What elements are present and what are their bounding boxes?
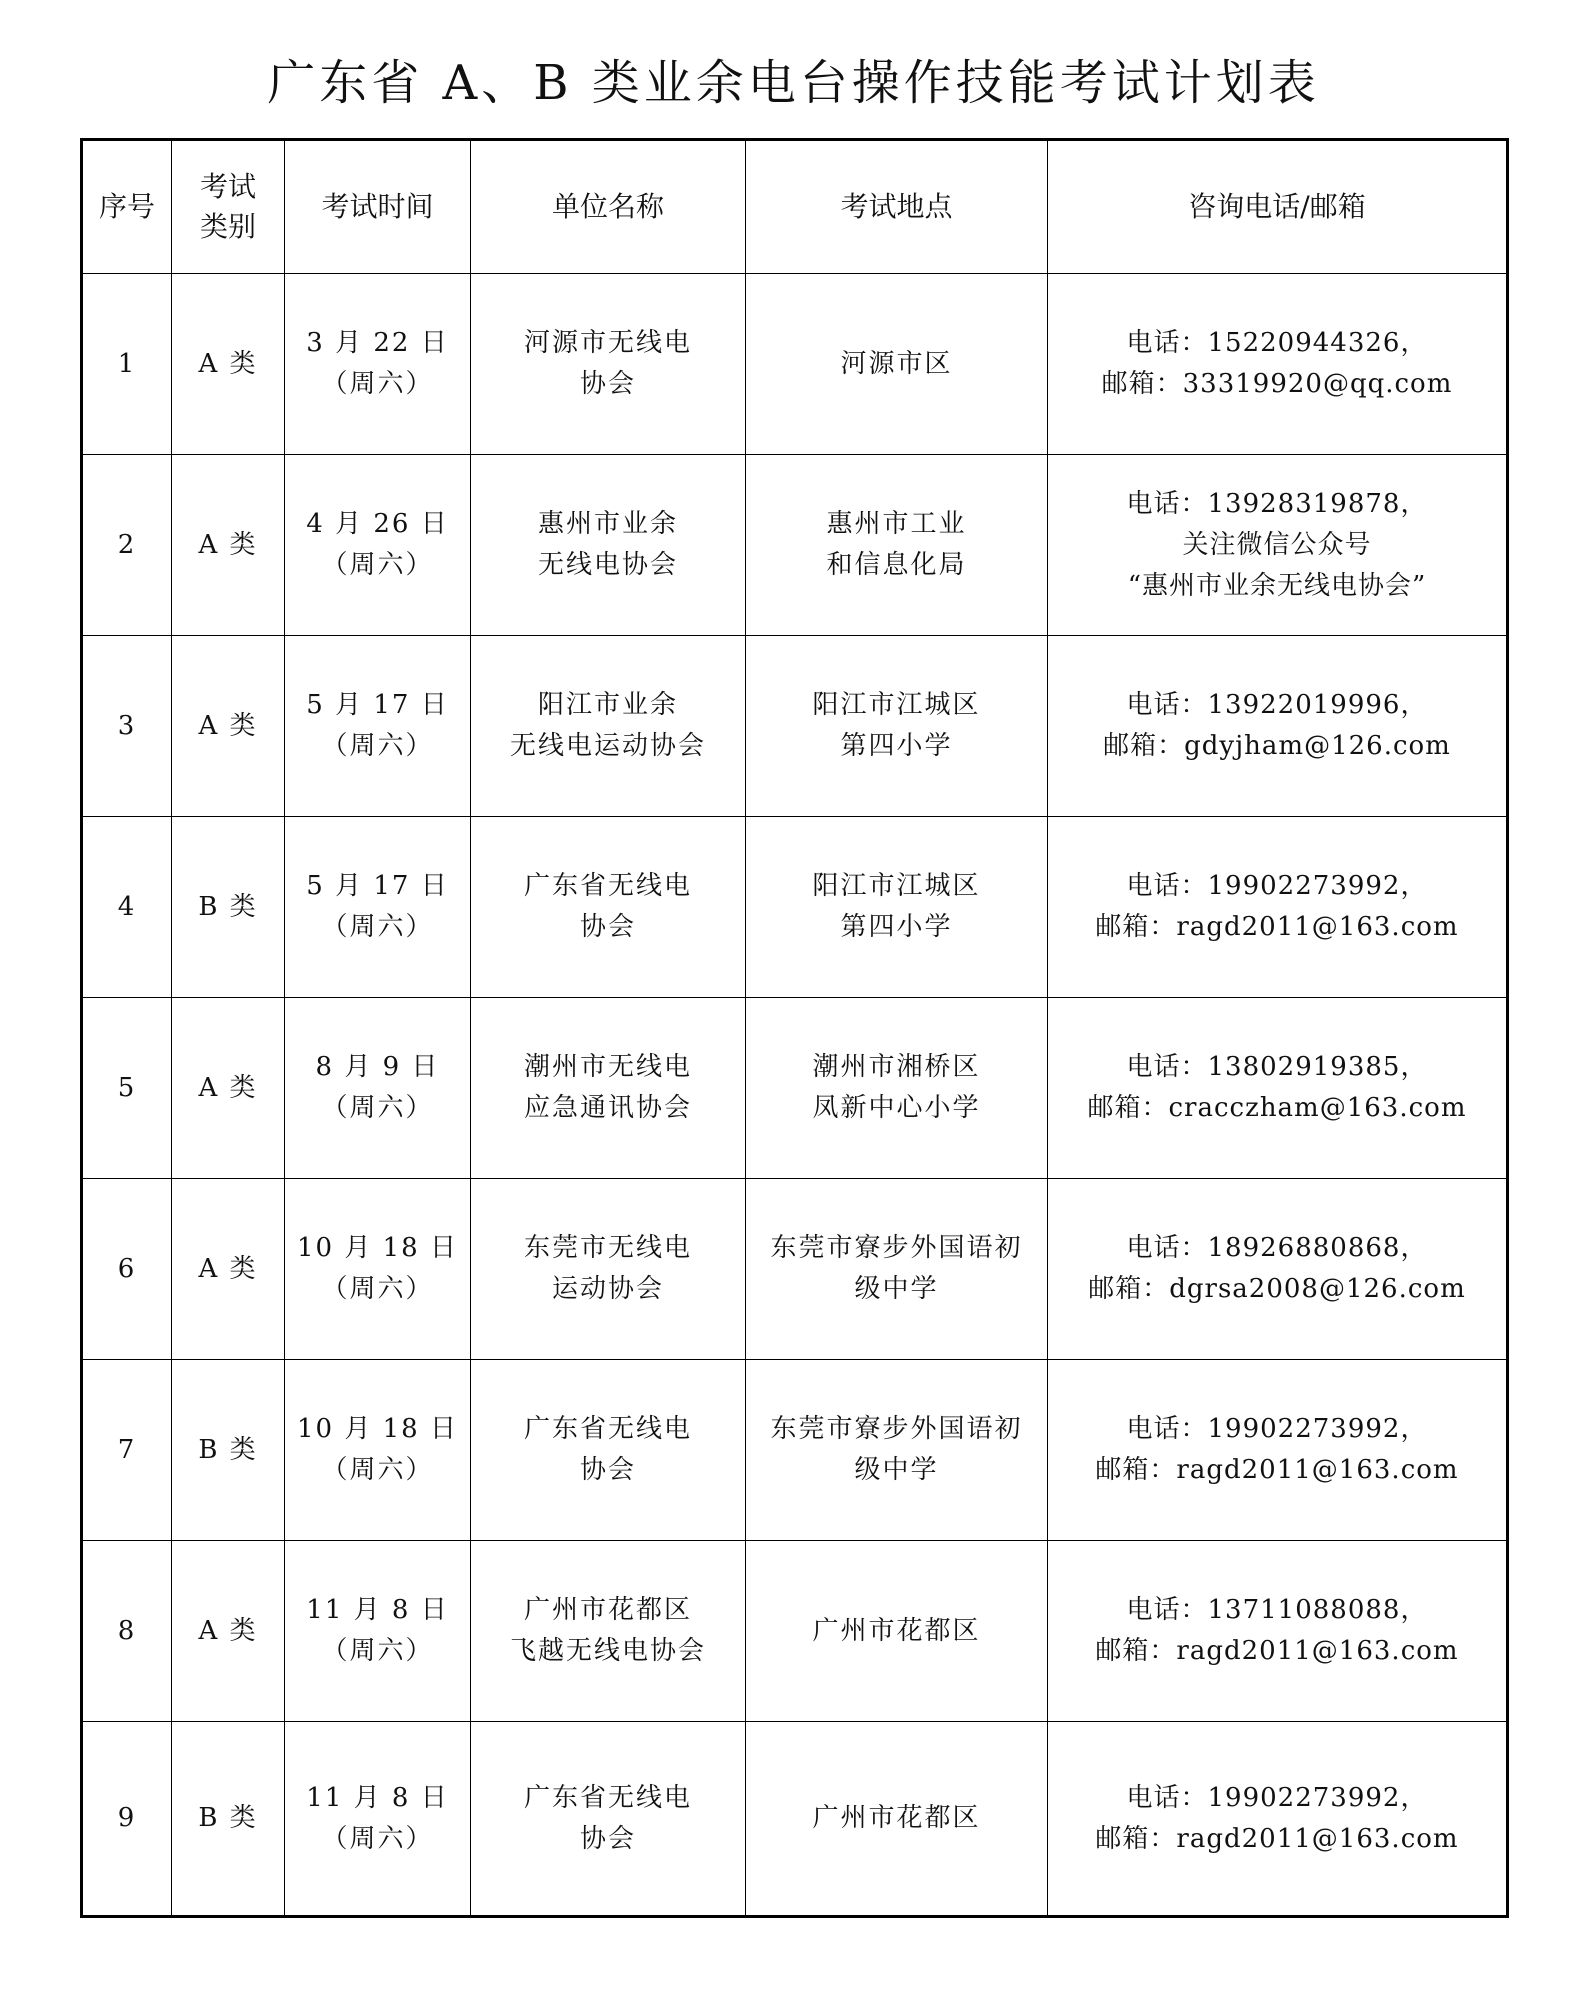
row-weekday: （周六）	[321, 1274, 434, 1304]
row-organization-cell	[471, 1722, 746, 1917]
row-contact-cell	[1048, 636, 1508, 817]
row-organization-line: 潮州市无线电	[523, 1052, 692, 1082]
table-row	[82, 1179, 1508, 1360]
row-contact-line: 电话：19902273992，	[1126, 1782, 1428, 1813]
row-contact-line: 邮箱：cracczham@163.com	[1087, 1093, 1467, 1123]
row-time-cell	[285, 998, 471, 1179]
header-location: 考试地点	[746, 140, 1048, 274]
row-organization-line: 无线电运动协会	[509, 731, 706, 761]
row-location-cell	[746, 1360, 1048, 1541]
row-contact-line: 邮箱：33319920@qq.com	[1101, 369, 1453, 399]
row-weekday: （周六）	[321, 1455, 434, 1485]
row-organization-line: 广东省无线电	[523, 1414, 692, 1444]
table-body	[82, 274, 1508, 1917]
row-date: 11 月 8 日	[306, 1782, 449, 1813]
row-date: 5 月 17 日	[306, 871, 449, 901]
row-location-line: 阳江市江城区	[812, 871, 981, 901]
row-category-cell: A 类	[172, 1179, 285, 1360]
row-index-cell: 9	[82, 1722, 172, 1917]
row-location-cell	[746, 1722, 1048, 1917]
row-location-cell	[746, 998, 1048, 1179]
row-date: 3 月 22 日	[306, 328, 449, 358]
row-organization-cell	[471, 1360, 746, 1541]
row-location-line: 惠州市工业	[826, 509, 967, 539]
row-weekday: （周六）	[321, 550, 434, 580]
row-organization-cell	[471, 274, 746, 455]
row-organization-line: 协会	[579, 369, 636, 399]
row-index-cell: 3	[82, 636, 172, 817]
row-contact-line: 邮箱：ragd2011@163.com	[1095, 912, 1459, 942]
row-time-cell	[285, 1722, 471, 1917]
row-organization-line: 协会	[579, 1455, 636, 1485]
row-contact-line: 邮箱：dgrsa2008@126.com	[1088, 1274, 1466, 1304]
row-location-line: 潮州市湘桥区	[812, 1052, 981, 1082]
page-title: 广东省 A、B 类业余电台操作技能考试计划表	[267, 55, 1320, 111]
table-row	[82, 998, 1508, 1179]
row-category-cell: A 类	[172, 274, 285, 455]
table-row	[82, 1360, 1508, 1541]
table-row	[82, 274, 1508, 455]
row-category-cell: B 类	[172, 1360, 285, 1541]
header-category-line2: 类别	[199, 210, 256, 243]
row-organization-line: 惠州市业余	[537, 509, 678, 539]
row-contact-line: 电话：18926880868，	[1126, 1233, 1428, 1263]
row-contact-line: 邮箱：gdyjham@126.com	[1103, 731, 1451, 761]
row-organization-cell	[471, 998, 746, 1179]
row-category-cell: B 类	[172, 817, 285, 998]
row-contact-line: 电话：19902273992，	[1126, 1414, 1428, 1444]
row-category-cell: A 类	[172, 998, 285, 1179]
row-location-line: 和信息化局	[826, 550, 967, 580]
row-contact-line: “惠州市业余无线电协会”	[1127, 570, 1427, 601]
row-organization-line: 广东省无线电	[523, 1782, 692, 1813]
row-category-cell: B 类	[172, 1722, 285, 1917]
row-date: 11 月 8 日	[306, 1595, 449, 1625]
header-category	[172, 140, 285, 274]
header-index: 序号	[82, 140, 172, 274]
row-weekday: （周六）	[321, 1093, 434, 1123]
row-date: 5 月 17 日	[306, 690, 449, 720]
row-contact-cell	[1048, 1179, 1508, 1360]
row-location-line: 广州市花都区	[812, 1615, 981, 1646]
row-weekday: （周六）	[321, 1636, 434, 1666]
row-time-cell	[285, 274, 471, 455]
row-location-line: 东莞市寮步外国语初	[770, 1414, 1023, 1444]
row-contact-cell	[1048, 1541, 1508, 1722]
row-time-cell	[285, 1541, 471, 1722]
row-index-cell: 7	[82, 1360, 172, 1541]
row-contact-cell	[1048, 998, 1508, 1179]
row-contact-cell	[1048, 455, 1508, 636]
row-organization-cell	[471, 455, 746, 636]
row-contact-line: 电话：13928319878，	[1126, 488, 1428, 519]
row-organization-line: 无线电协会	[537, 550, 678, 580]
table-row	[82, 817, 1508, 998]
row-location-line: 级中学	[854, 1455, 939, 1485]
row-index-cell: 6	[82, 1179, 172, 1360]
row-contact-line: 邮箱：ragd2011@163.com	[1095, 1823, 1459, 1854]
row-contact-line: 电话：13802919385，	[1126, 1052, 1428, 1082]
row-location-line: 广州市花都区	[812, 1803, 981, 1833]
row-organization-cell	[471, 1541, 746, 1722]
row-contact-cell	[1048, 1722, 1508, 1917]
row-organization-line: 河源市无线电	[523, 328, 692, 358]
row-location-cell	[746, 817, 1048, 998]
row-weekday: （周六）	[321, 369, 434, 399]
row-organization-line: 广州市花都区	[523, 1595, 692, 1625]
row-contact-line: 电话：19902273992，	[1126, 871, 1428, 901]
row-location-cell	[746, 1541, 1048, 1722]
row-contact-cell	[1048, 1360, 1508, 1541]
header-contact: 咨询电话/邮箱	[1048, 140, 1508, 274]
row-category-cell: A 类	[172, 455, 285, 636]
row-organization-cell	[471, 817, 746, 998]
row-location-cell	[746, 274, 1048, 455]
header-category-line1: 考试	[199, 170, 256, 203]
row-contact-cell	[1048, 274, 1508, 455]
row-contact-line: 邮箱：ragd2011@163.com	[1095, 1455, 1459, 1485]
row-date: 4 月 26 日	[306, 509, 449, 539]
row-contact-cell	[1048, 817, 1508, 998]
row-location-cell	[746, 455, 1048, 636]
row-time-cell	[285, 455, 471, 636]
row-location-cell	[746, 636, 1048, 817]
row-location-line: 第四小学	[840, 731, 953, 761]
row-location-line: 阳江市江城区	[812, 690, 981, 720]
row-location-line: 第四小学	[840, 912, 953, 942]
row-time-cell	[285, 636, 471, 817]
row-category-cell: A 类	[172, 636, 285, 817]
header-organization: 单位名称	[471, 140, 746, 274]
row-organization-line: 运动协会	[551, 1274, 664, 1304]
row-category-cell: A 类	[172, 1541, 285, 1722]
row-contact-line: 关注微信公众号	[1182, 529, 1372, 560]
row-weekday: （周六）	[321, 731, 434, 761]
row-organization-cell	[471, 1179, 746, 1360]
row-organization-line: 协会	[579, 912, 636, 942]
row-organization-line: 阳江市业余	[537, 690, 678, 720]
row-organization-line: 协会	[579, 1823, 636, 1854]
row-index-cell: 8	[82, 1541, 172, 1722]
row-contact-line: 邮箱：ragd2011@163.com	[1095, 1636, 1459, 1666]
row-index-cell: 4	[82, 817, 172, 998]
row-weekday: （周六）	[321, 1823, 434, 1854]
table-header-row	[82, 140, 1508, 274]
row-date: 10 月 18 日	[297, 1414, 458, 1444]
table-row	[82, 455, 1508, 636]
row-organization-line: 飞越无线电协会	[509, 1636, 706, 1666]
table-row	[82, 636, 1508, 817]
row-date: 8 月 9 日	[315, 1052, 440, 1082]
table-row	[82, 1722, 1508, 1917]
table-row	[82, 1541, 1508, 1722]
row-organization-line: 广东省无线电	[523, 871, 692, 901]
row-time-cell	[285, 1179, 471, 1360]
row-time-cell	[285, 1360, 471, 1541]
row-contact-line: 电话：13922019996，	[1126, 690, 1428, 720]
row-index-cell: 5	[82, 998, 172, 1179]
row-location-line: 河源市区	[840, 348, 953, 379]
row-organization-line: 东莞市无线电	[523, 1233, 692, 1263]
row-organization-line: 应急通讯协会	[523, 1093, 692, 1123]
row-date: 10 月 18 日	[297, 1233, 458, 1263]
row-location-line: 东莞市寮步外国语初	[770, 1233, 1023, 1263]
row-location-line: 级中学	[854, 1274, 939, 1304]
row-index-cell: 1	[82, 274, 172, 455]
exam-schedule-table	[80, 138, 1509, 1918]
row-location-cell	[746, 1179, 1048, 1360]
row-location-line: 凤新中心小学	[812, 1093, 981, 1123]
row-organization-cell	[471, 636, 746, 817]
header-time: 考试时间	[285, 140, 471, 274]
row-weekday: （周六）	[321, 912, 434, 942]
row-time-cell	[285, 817, 471, 998]
row-index-cell: 2	[82, 455, 172, 636]
row-contact-line: 电话：13711088088，	[1126, 1595, 1428, 1625]
row-contact-line: 电话：15220944326，	[1126, 328, 1428, 358]
